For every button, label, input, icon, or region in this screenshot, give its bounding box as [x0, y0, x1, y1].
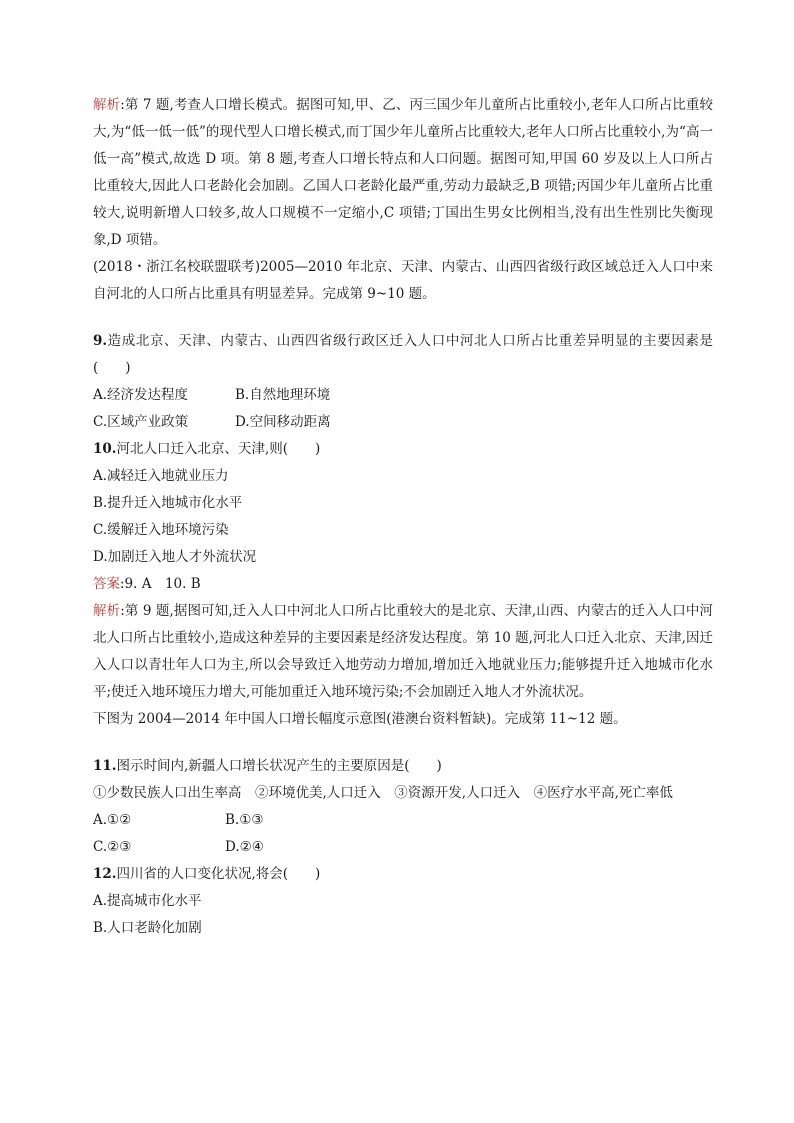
q11-options-row-2: [93, 834, 713, 861]
q9-option-b: B.自然地理环境: [235, 387, 331, 403]
q10-option-d: D.加剧迁入地人才外流状况: [93, 549, 257, 565]
q12-option-a: A.提高城市化水平: [93, 893, 202, 909]
q11-option-d: D.②④: [225, 839, 264, 855]
question-stem: 四川省的人口变化状况,将会( ): [116, 866, 321, 882]
answer-line: [93, 571, 713, 598]
q10-option-a: A.减轻迁入地就业压力: [93, 468, 229, 484]
question-stem: 图示时间内,新疆人口增长状况产生的主要原因是( ): [116, 758, 442, 774]
q11-choices: ①少数民族人口出生率高 ②环境优美,人口迁入 ③资源开发,人口迁入 ④医疗水平高,死亡率低: [93, 785, 673, 801]
q11-option-c: C.②③: [93, 839, 132, 855]
q11-option-a: A.①②: [93, 812, 132, 828]
question-10: [93, 436, 713, 463]
q9-option-a: A.经济发达程度: [93, 387, 189, 403]
question-11: [93, 753, 713, 780]
answer-label: 答案: [93, 576, 120, 592]
question-number: 12.: [93, 866, 117, 882]
document-page: [93, 92, 713, 942]
analysis-block-2: [93, 598, 713, 706]
analysis-text: :第 9 题,据图可知,迁入人口中河北人口所占比重较大的是北京、天津,山西、内蒙古的迁入人口中河北人口所占比重较小,造成这种差异的主要因素是经济发达程度。第 10 题,河北人口迁入北京、天津,因迁入人口以青壮年人口为主,所以会导致迁入地劳动力增加,增加迁入地就业压力;能够提升迁入地城市化水平;使迁入地环境压力增大,可能加重迁入地环境污染;不会加剧迁入地人才外流状况。: [93, 603, 714, 700]
question-stem: 河北人口迁入北京、天津,则( ): [116, 441, 321, 457]
question-intro-11-12: 下图为 2004—2014 年中国人口增长幅度示意图(港澳台资料暂缺)。完成第 11~12 题。: [93, 711, 627, 727]
analysis-text: :第 7 题,考查人口增长模式。据图可知,甲、乙、丙三国少年儿童所占比重较小,老年人口所占比重较大,为“低一低一低”的现代型人口增长模式,而丁国少年儿童所占比重较大,老年人口所占比重较小,为“高一低一高”模式,故选 D 项。第 8 题,考查人口增长特点和人口问题。据图可知,甲国 60 岁及以上人口所占比重较大,因此人口老龄化会加剧。乙国人口老龄化最严重,劳动力最缺乏,B 项错;丙国少年儿童所占比重较大,说明新增人口较多,故人口规模不一定缩小,C 项错;丁国出生男女比例相当,没有出生性别比失衡现象,D 项错。: [93, 97, 714, 248]
q10-option-c: C.缓解迁入地环境污染: [93, 522, 229, 538]
question-number: 9.: [93, 333, 108, 349]
question-12: [93, 861, 713, 888]
q10-option-b: B.提升迁入地城市化水平: [93, 495, 243, 511]
q9-option-d: D.空间移动距离: [235, 414, 331, 430]
analysis-label: 解析: [93, 603, 121, 619]
analysis-label: 解析: [93, 97, 121, 113]
q9-options-row-2: [93, 409, 713, 436]
question-number: 10.: [93, 441, 117, 457]
q12-option-b: B.人口老龄化加剧: [93, 920, 202, 936]
answer-text: :9. A 10. B: [120, 576, 201, 592]
q9-option-c: C.区域产业政策: [93, 414, 189, 430]
question-intro-9-10: (2018・浙江名校联盟联考)2005—2010 年北京、天津、内蒙古、山西四省级行政区域总迁入人口中来自河北的人口所占比重具有明显差异。完成第 9~10 题。: [93, 259, 713, 302]
q11-options-row-1: [93, 807, 713, 834]
q11-option-b: B.①③: [225, 812, 264, 828]
q9-options-row-1: [93, 382, 713, 409]
question-9: [93, 328, 713, 382]
question-number: 11.: [93, 758, 117, 774]
question-stem: 造成北京、天津、内蒙古、山西四省级行政区迁入人口中河北人口所占比重差异明显的主要因素是( ): [93, 333, 713, 376]
analysis-block-1: [93, 92, 713, 254]
